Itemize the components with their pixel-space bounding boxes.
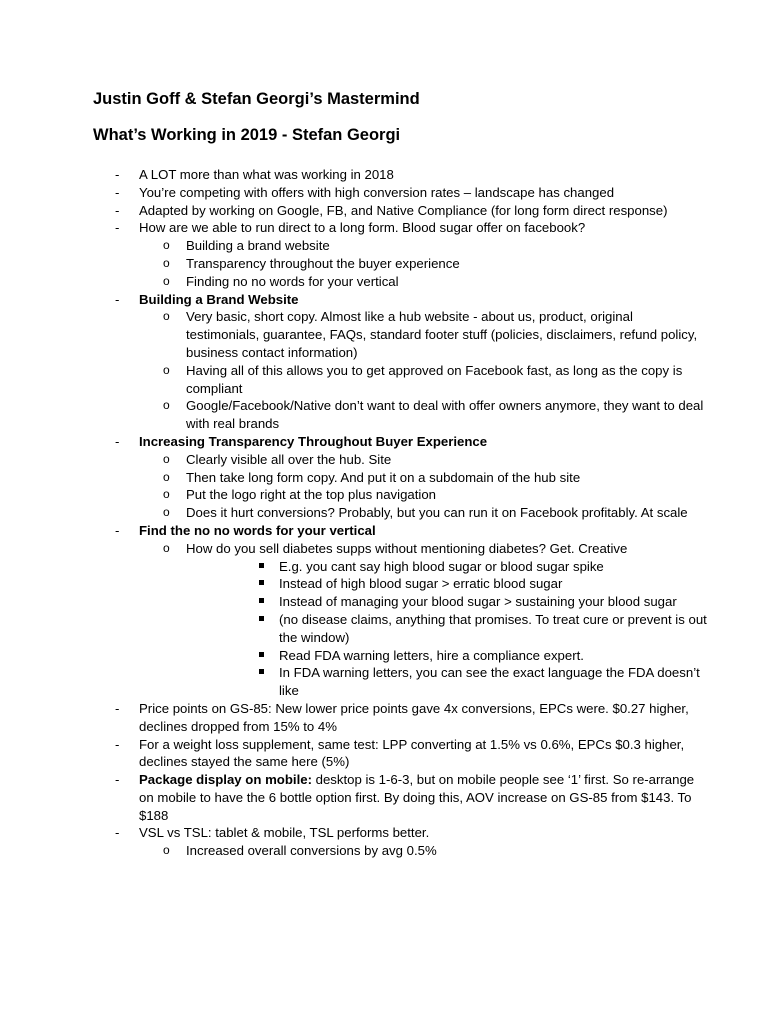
list-item-level-1	[93, 736, 708, 772]
list-item-text: desktop is 1-6-3, but on mobile people see ‘1’ first. So re-arrange on mobile to have the 6 bottle option first. By doing this, AOV increase on GS-85 from $143. To $188	[139, 772, 695, 823]
dash-marker: -	[115, 184, 120, 200]
list-item-heading: Increasing Transparency Throughout Buyer Experience	[139, 433, 488, 449]
list-item-text: Adapted by working on Google, FB, and Native Compliance (for long form direct response)	[139, 202, 668, 218]
list-item-level-2	[139, 486, 708, 504]
dash-marker: -	[115, 202, 120, 218]
list-item-text: How do you sell diabetes supps without mentioning diabetes? Get. Creative	[186, 540, 628, 556]
list-item-text: VSL vs TSL: tablet & mobile, TSL performs better.	[139, 825, 430, 841]
circle-marker: o	[163, 843, 170, 858]
list-item-level-2	[139, 308, 708, 361]
list-item-text: Very basic, short copy. Almost like a hub website - about us, product, original testimonials, guarantee, FAQs, standard footer stuff (policies, disclaimers, refund policy, business contact information)	[186, 309, 698, 360]
list-item-text: Building a brand website	[186, 238, 330, 254]
list-item-level-3	[186, 611, 708, 647]
dash-marker: -	[115, 772, 120, 788]
list-item-level-1	[93, 824, 708, 860]
list-item-level-1	[93, 166, 708, 184]
square-bullet-icon	[259, 598, 264, 603]
list-item-text: Price points on GS-85: New lower price points gave 4x conversions, EPCs were. $0.27 higher, declines dropped from 15% to 4%	[139, 700, 689, 734]
notes-list	[93, 166, 708, 860]
list-item-text: For a weight loss supplement, same test: LPP converting at 1.5% vs 0.6%, EPCs $0.3 higher, declines stayed the same here (5%)	[139, 736, 685, 770]
list-item-level-3	[186, 647, 708, 665]
list-item-level-2	[139, 237, 708, 255]
dash-marker: -	[115, 291, 120, 307]
list-item-level-2	[139, 255, 708, 273]
list-item-level-1	[93, 291, 708, 433]
list-item-text: Finding no no words for your vertical	[186, 273, 399, 289]
circle-marker: o	[163, 451, 170, 466]
sub-list	[139, 308, 708, 433]
list-item-level-2	[139, 842, 708, 860]
circle-marker: o	[163, 362, 170, 377]
sub-list	[139, 540, 708, 700]
list-item-text: E.g. you cant say high blood sugar or blood sugar spike	[279, 558, 604, 574]
dash-marker: -	[115, 220, 120, 236]
list-item-level-1	[93, 433, 708, 522]
dash-marker: -	[115, 433, 120, 449]
sub-list	[186, 558, 708, 700]
list-item-level-2	[139, 397, 708, 433]
list-item-level-2	[139, 540, 708, 700]
document-title: Justin Goff & Stefan Georgi’s Mastermind	[93, 90, 420, 108]
list-item-text: Increased overall conversions by avg 0.5%	[186, 843, 437, 859]
list-item-level-2	[139, 451, 708, 469]
circle-marker: o	[163, 469, 170, 484]
list-item-text: Transparency throughout the buyer experience	[186, 255, 460, 271]
list-item-level-2	[139, 469, 708, 487]
list-item-text: Put the logo right at the top plus navigation	[186, 487, 437, 503]
list-item-level-1	[93, 202, 708, 220]
list-item-text: A LOT more than what was working in 2018	[139, 167, 394, 182]
circle-marker: o	[163, 309, 170, 324]
circle-marker: o	[163, 540, 170, 555]
list-item-text: In FDA warning letters, you can see the exact language the FDA doesn’t like	[279, 665, 700, 699]
circle-marker: o	[163, 487, 170, 502]
dash-marker: -	[115, 522, 120, 538]
square-bullet-icon	[259, 563, 264, 568]
square-bullet-icon	[259, 669, 264, 674]
list-item-level-1	[93, 184, 708, 202]
dash-marker: -	[115, 736, 120, 752]
list-item-heading: Package display on mobile:	[139, 772, 312, 788]
square-bullet-icon	[259, 580, 264, 585]
dash-marker: -	[115, 700, 120, 716]
list-item-level-1	[93, 771, 708, 824]
list-item-level-1	[93, 700, 708, 736]
square-bullet-icon	[259, 616, 264, 621]
notes-content	[93, 166, 708, 860]
list-item-text: (no disease claims, anything that promises. To treat cure or prevent is out the window)	[279, 611, 707, 645]
document-subtitle: What’s Working in 2019 - Stefan Georgi	[93, 126, 401, 144]
list-item-text: Clearly visible all over the hub. Site	[186, 451, 392, 467]
list-item-heading: Find the no no words for your vertical	[139, 522, 376, 538]
square-bullet-icon	[259, 652, 264, 657]
list-item-text: You’re competing with offers with high conversion rates – landscape has changed	[139, 184, 615, 200]
list-item-text: Having all of this allows you to get approved on Facebook fast, as long as the copy is compliant	[186, 362, 683, 396]
list-item-text: Google/Facebook/Native don’t want to deal with offer owners anymore, they want to deal with real brands	[186, 398, 704, 432]
list-item-text: Then take long form copy. And put it on a subdomain of the hub site	[186, 469, 581, 485]
list-item-level-3	[186, 558, 708, 576]
list-item-level-3	[186, 593, 708, 611]
list-item-level-3	[186, 575, 708, 593]
list-item-level-1	[93, 219, 708, 290]
circle-marker: o	[163, 255, 170, 270]
list-item-level-1	[93, 522, 708, 700]
list-item-text: Does it hurt conversions? Probably, but you can run it on Facebook profitably. At scale	[186, 505, 688, 521]
circle-marker: o	[163, 273, 170, 288]
sub-list	[139, 451, 708, 522]
list-item-level-2	[139, 504, 708, 522]
list-item-text: How are we able to run direct to a long form. Blood sugar offer on facebook?	[139, 220, 586, 236]
circle-marker: o	[163, 398, 170, 413]
list-item-level-2	[139, 362, 708, 398]
dash-marker: -	[115, 825, 120, 841]
list-item-heading: Building a Brand Website	[139, 291, 299, 307]
list-item-text: Instead of high blood sugar > erratic blood sugar	[279, 576, 563, 592]
list-item-text: Instead of managing your blood sugar > sustaining your blood sugar	[279, 594, 677, 610]
sub-list	[139, 237, 708, 290]
list-item-text: Read FDA warning letters, hire a compliance expert.	[279, 647, 584, 663]
dash-marker: -	[115, 167, 120, 182]
circle-marker: o	[163, 238, 170, 253]
circle-marker: o	[163, 505, 170, 520]
list-item-level-2	[139, 273, 708, 291]
sub-list	[139, 842, 708, 860]
list-item-level-3	[186, 664, 708, 700]
